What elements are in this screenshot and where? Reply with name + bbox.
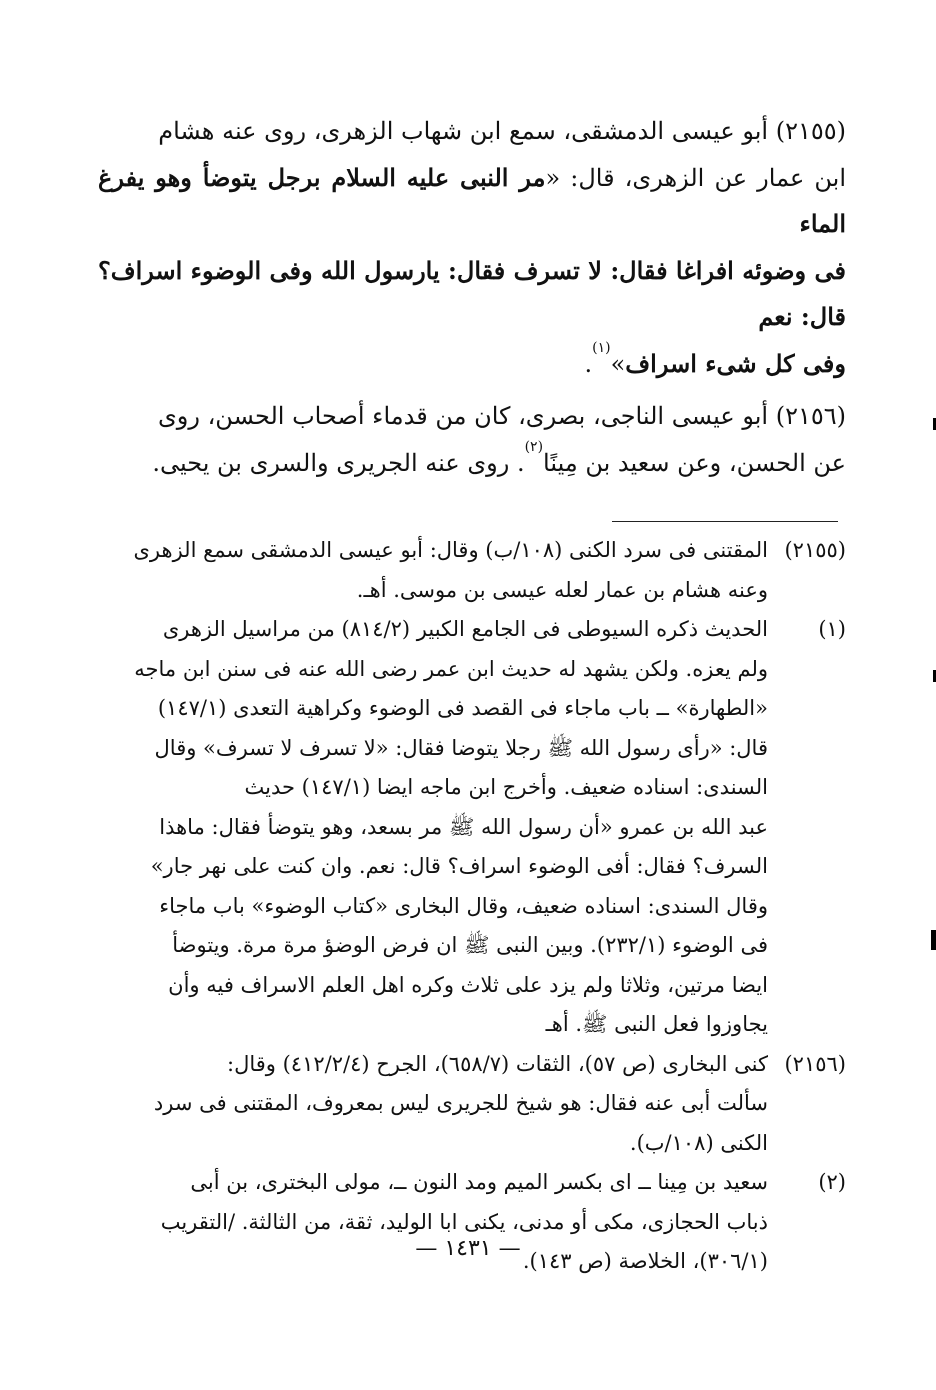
closing-quote: »: [610, 349, 626, 378]
hadith-text-continued: فى وضوئه افراغا فقال: لا تسرف فقال: يارسول الله وفى الوضوء اسراف؟ قال: نعم: [98, 255, 846, 331]
footnote-line: يجاوزوا فعل النبى ﷺ. أهـ: [545, 1012, 768, 1036]
entry-2155-line-1: (٢١٥٥) أبو عيسى الدمشقى، سمع ابن شهاب الزهرى، روى عنه هشام: [158, 117, 846, 145]
footnote-line: الحديث ذكره السيوطى فى الجامع الكبير (٨١٤/٢) من مراسيل الزهرى: [162, 617, 768, 641]
footnote-line: عبد الله بن عمرو «أن رسول الله ﷺ مر بسعد، وهو يتوضأ فقال: ماهذا: [159, 814, 768, 839]
footnote-line: المقتنى فى سرد الكنى (١٠٨/ب) وقال: أبو عيسى الدمشقى سمع الزهرى: [133, 538, 768, 562]
page-body: [98, 108, 846, 1282]
footnote-number: (١): [818, 617, 846, 641]
footnote-2156: [98, 1045, 846, 1164]
footnote-line: قال: «رأى رسول الله ﷺ رجلا يتوضا فقال: «لا تسرف لا تسرف» وقال: [154, 735, 768, 760]
entry-2156-line-1: (٢١٥٦) أبو عيسى الناجى، بصرى، كان من قدماء أصحاب الحسن، روى: [157, 402, 846, 430]
hadith-text: مر النبى عليه السلام برجل يتوضأ وهو يفرغ الماء: [98, 162, 846, 238]
entry-2155: [98, 108, 846, 387]
footnote-line: «الطهارة» ــ باب ماجاء فى القصد فى الوضوء وكراهية التعدى (١٤٧/١): [157, 696, 768, 720]
footnote-line: ذباب الحجازى، مكى أو مدنى، يكنى ابا الوليد، ثقة، من الثالثة. /التقريب: [160, 1209, 768, 1234]
footnote-number: (٢): [818, 1170, 846, 1194]
footnote-line: كنى البخارى (ص ٥٧)، الثقات (٦٥٨/٧)، الجرح (٤١٢/٢/٤) وقال:: [227, 1051, 768, 1076]
footnote-line: السرف؟ فقال: أفى الوضوء اسراف؟ قال: نعم. وان كنت على نهر جار»: [150, 854, 768, 878]
footnote-ref-1: (١): [592, 339, 611, 356]
footnote-2: [98, 1163, 846, 1282]
footnote-number: (٢١٥٥): [784, 538, 846, 562]
footnote-2155: [98, 531, 846, 610]
entry-2156: [98, 393, 846, 486]
footnote-ref-2: (٢): [524, 438, 544, 455]
footnote-line: الكنى (١٠٨/ب).: [629, 1130, 768, 1155]
entry-2156-line-2b: . روى عنه الجريرى والسرى بن يحيى.: [152, 448, 525, 477]
footnote-text: [98, 1163, 768, 1282]
footnote-line: ولم يعزه. ولكن يشهد له حديث ابن عمر رضى الله عنه فى سنن ابن ماجه: [134, 656, 768, 681]
footnote-line: السندى: اسناده ضعيف. وأخرج ابن ماجه ايضا (١٤٧/١) حديث: [244, 775, 768, 799]
period: .: [584, 349, 593, 378]
footnote-number: (٢١٥٦): [784, 1051, 846, 1076]
entry-2156-line-2a: عن الحسن، وعن سعيد بن مِينًا: [543, 448, 846, 477]
footnote-text: [98, 531, 768, 610]
page-number: — ١٤٣١ —: [415, 1236, 521, 1261]
hadith-text-end: وفى كل شىء اسراف: [625, 348, 846, 378]
footnote-1: [98, 610, 846, 1045]
footnote-text: [98, 610, 768, 1045]
footnote-line: سعيد بن مِينا ــ اى بكسر الميم ومد النون ــ، مولى البخترى، بن أبى: [190, 1170, 768, 1194]
scan-edge-mark: [931, 930, 936, 950]
footnote-line: فى الوضوء (٢٣٢/١). وبين النبى ﷺ ان فرض الوضؤ مرة مرة. ويتوضأ: [172, 933, 768, 957]
footnote-separator: [612, 521, 838, 522]
footnote-line: ايضا مرتين، وثلاثا ولم يزد على ثلاث وكره اهل العلم الاسراف فيه وأن: [168, 972, 768, 997]
footnote-line: سألت أبى عنه فقال: هو شيخ للجريرى ليس بمعروف، المقتنى فى سرد: [153, 1091, 768, 1115]
footnote-line: (٣٠٦/١)، الخلاصة (ص ١٤٣).: [522, 1249, 768, 1273]
footnote-line: وعنه هشام بن عمار لعله عيسى بن موسى. أهـ.: [356, 577, 768, 602]
footnote-line: وقال السندى: اسناده ضعيف، وقال البخارى «كتاب الوضوء» باب ماجاء: [159, 893, 768, 918]
footnote-text: [98, 1045, 768, 1164]
entry-2155-line-2: ابن عمار عن الزهرى، قال: «: [545, 163, 846, 192]
